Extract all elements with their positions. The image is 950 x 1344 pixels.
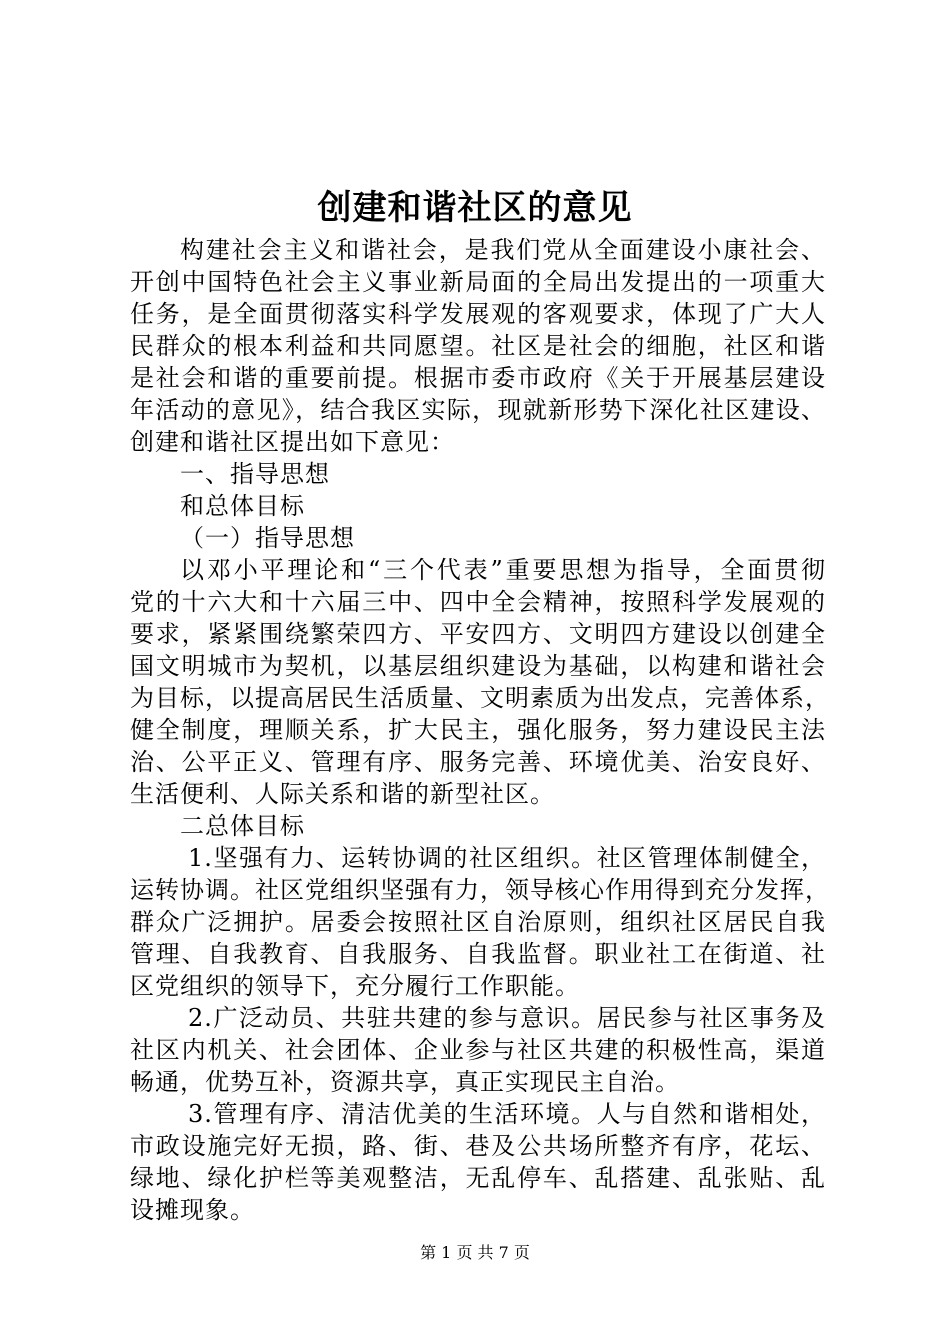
paragraph-line: 以邓小平理论和“三个代表”重要思想为指导，全面贯彻	[180, 556, 826, 584]
paragraph-line: 年活动的意见》，结合我区实际，现就新形势下深化社区建设、	[130, 396, 826, 424]
subsection-heading: （一）指导思想	[180, 524, 355, 552]
paragraph-line: 绿地、绿化护栏等美观整洁，无乱停车、乱搭建、乱张贴、乱	[130, 1164, 826, 1192]
paragraph-line: 管理、自我教育、自我服务、自我监督。职业社工在街道、社	[130, 940, 826, 968]
paragraph-line: 设摊现象。	[130, 1196, 255, 1224]
paragraph-line: 为目标，以提高居民生活质量、文明素质为出发点，完善体系，	[130, 684, 830, 712]
paragraph-line: 运转协调。社区党组织坚强有力，领导核心作用得到充分发挥，	[130, 876, 830, 904]
paragraph-line: 国文明城市为契机，以基层组织建设为基础，以构建和谐社会	[130, 652, 826, 680]
section-heading: 和总体目标	[180, 492, 305, 520]
paragraph-line: 是社会和谐的重要前提。根据市委市政府《关于开展基层建设	[130, 364, 826, 392]
paragraph-line: 畅通，优势互补，资源共享，真正实现民主自治。	[130, 1068, 680, 1096]
document-title: 创建和谐社区的意见	[317, 188, 633, 228]
paragraph-line: 党的十六大和十六届三中、四中全会精神，按照科学发展观的	[130, 588, 826, 616]
paragraph-line: 要求，紧紧围绕繁荣四方、平安四方、文明四方建设以创建全	[130, 620, 826, 648]
paragraph-line: 2.广泛动员、共驻共建的参与意识。居民参与社区事务及	[188, 1004, 826, 1032]
paragraph-line: 健全制度，理顺关系，扩大民主，强化服务，努力建设民主法	[130, 716, 826, 744]
paragraph-line: 生活便利、人际关系和谐的新型社区。	[130, 780, 555, 808]
subsection-heading: 二总体目标	[180, 812, 305, 840]
document-body	[130, 234, 830, 1226]
paragraph-line: 构建社会主义和谐社会，是我们党从全面建设小康社会、	[180, 236, 826, 264]
paragraph-line: 1.坚强有力、运转协调的社区组织。社区管理体制健全，	[188, 844, 826, 872]
page-footer: 第 1 页 共 7 页	[420, 1243, 530, 1262]
paragraph-line: 任务，是全面贯彻落实科学发展观的客观要求，体现了广大人	[130, 300, 826, 328]
section-heading: 一、指导思想	[180, 460, 330, 488]
paragraph-line: 治、公平正义、管理有序、服务完善、环境优美、治安良好、	[130, 748, 826, 776]
paragraph-line: 群众广泛拥护。居委会按照社区自治原则，组织社区居民自我	[130, 908, 826, 936]
paragraph-line: 市政设施完好无损，路、街、巷及公共场所整齐有序，花坛、	[130, 1132, 826, 1160]
paragraph-line: 开创中国特色社会主义事业新局面的全局出发提出的一项重大	[130, 268, 826, 296]
paragraph-line: 3.管理有序、清洁优美的生活环境。人与自然和谐相处，	[188, 1100, 826, 1128]
paragraph-line: 创建和谐社区提出如下意见：	[130, 428, 455, 456]
paragraph-line: 社区内机关、社会团体、企业参与社区共建的积极性高，渠道	[130, 1036, 826, 1064]
paragraph-line: 区党组织的领导下，充分履行工作职能。	[130, 972, 580, 1000]
paragraph-line: 民群众的根本利益和共同愿望。社区是社会的细胞，社区和谐	[130, 332, 826, 360]
